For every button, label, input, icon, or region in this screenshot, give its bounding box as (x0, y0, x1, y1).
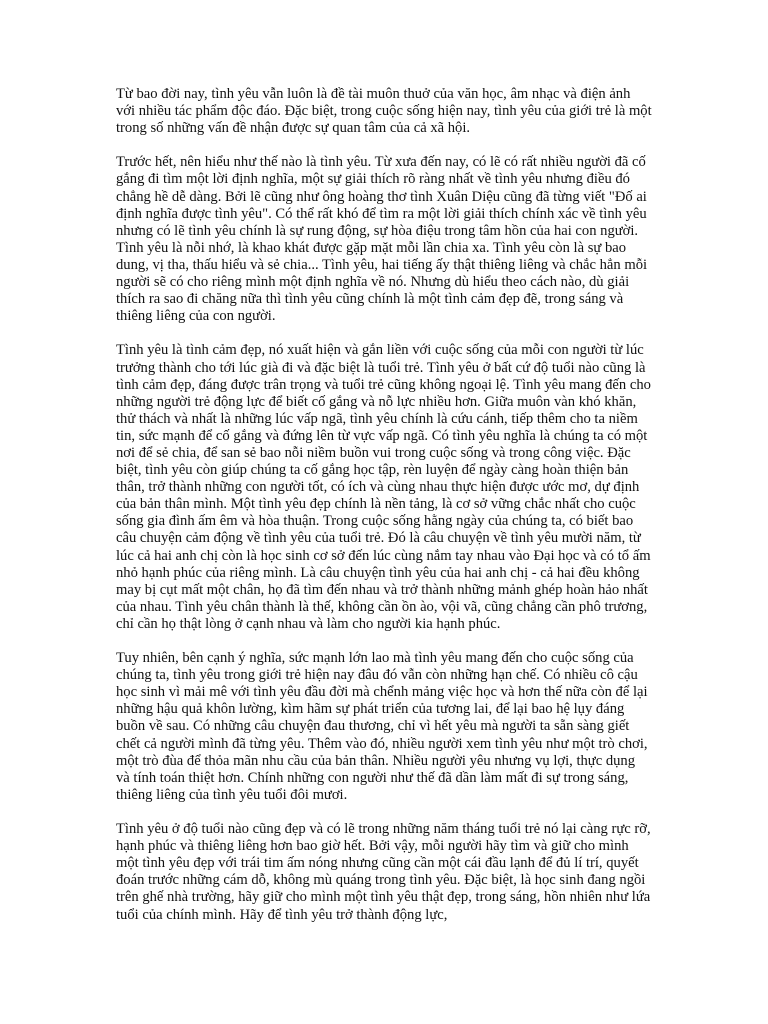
paragraph-conclusion: Tình yêu ở độ tuổi nào cũng đẹp và có lẽ trong những năm tháng tuổi trẻ nó lại càng rực rỡ, hạnh phúc và thiêng liêng hơn bao giờ hết. Bởi vậy, mỗi người hãy tìm và giữ cho mình một tình yêu đẹp với trái tim ấm nóng nhưng cũng cần một cái đầu lạnh để đủ lí trí, quyết đoán trước những cám dỗ, không mù quáng trong tình yêu. Đặc biệt, là học sinh đang ngồi trên ghế nhà trường, hãy giữ cho mình một tình yêu thật đẹp, trong sáng, hồn nhiên như lứa tuổi của chính mình. Hãy để tình yêu trở thành động lực, (116, 821, 651, 923)
paragraph-beauty-of-love: Tình yêu là tình cảm đẹp, nó xuất hiện và gắn liền với cuộc sống của mỗi con người từ lúc trưởng thành cho tới lúc già đi và đặc biệt là tuổi trẻ. Tình yêu ở bất cứ độ tuổi nào cũng là tình cảm đẹp, đáng được trân trọng và tuổi trẻ cũng không ngoại lệ. Tình yêu mang đến cho những người trẻ động lực để biết cố gắng và nỗ lực nhiều hơn. Giữa muôn vàn khó khăn, thử thách và nhất là những lúc vấp ngã, tình yêu chính là cứu cánh, tiếp thêm cho ta niềm tin, sức mạnh để cố gắng và đứng lên từ vực vấp ngã. Có tình yêu nghĩa là chúng ta có một nơi để sẻ chia, để san sẻ bao nỗi niềm buồn vui trong cuộc sống và trong công việc. Đặc biệt, tình yêu còn giúp chúng ta cố gắng học tập, rèn luyện để ngày càng hoàn thiện bản thân, trở thành những con người tốt, có ích và cùng nhau thực hiện được ước mơ, dự định của bản thân mình. Một tình yêu đẹp chính là nền tảng, là cơ sở vững chắc nhất cho cuộc sống gia đình ấm êm và hòa thuận. Trong cuộc sống hằng ngày của chúng ta, có biết bao câu chuyện cảm động về tình yêu của tuổi trẻ. Đó là câu chuyện về tình yêu mười năm, từ lúc cả hai anh chị còn là học sinh cơ sở đến lúc cùng nắm tay nhau vào Đại học và có tổ ấm nhỏ hạnh phúc của riêng mình. Là câu chuyện tình yêu của hai anh chị - cả hai đều không may bị cụt mất một chân, họ đã tìm đến nhau và trở thành những mảnh ghép hoàn hảo nhất của nhau. Tình yêu chân thành là thế, không cần ồn ào, vội vã, cũng chẳng cần phô trương, chỉ cần họ thật lòng ở cạnh nhau và làm cho người kia hạnh phúc. (116, 342, 651, 632)
document-page (116, 86, 652, 941)
paragraph-definition: Trước hết, nên hiểu như thế nào là tình yêu. Từ xưa đến nay, có lẽ có rất nhiều người đã cố gắng đi tìm một lời định nghĩa, một sự giải thích rõ ràng nhất về tình yêu nhưng điều đó chẳng hề dễ dàng. Bởi lẽ cũng như ông hoàng thơ tình Xuân Diệu cũng đã từng viết "Đố ai định nghĩa được tình yêu". Có thể rất khó để tìm ra một lời giải thích chính xác về tình yêu nhưng có lẽ tình yêu chính là sự rung động, sự hòa điệu trong tâm hồn của hai con người. Tình yêu là nỗi nhớ, là khao khát được gặp mặt mỗi lần chia xa. Tình yêu còn là sự bao dung, vị tha, thấu hiểu và sẻ chia... Tình yêu, hai tiếng ấy thật thiêng liêng và chắc hẳn mỗi người sẽ có cho riêng mình một định nghĩa về nó. Nhưng dù hiểu theo cách nào, dù giải thích ra sao đi chăng nữa thì tình yêu cũng chính là một tình cảm đẹp đẽ, trong sáng và thiêng liêng của con người. (116, 154, 648, 325)
paragraph-intro: Từ bao đời nay, tình yêu vẫn luôn là đề tài muôn thuở của văn học, âm nhạc và điện ảnh với nhiều tác phẩm độc đáo. Đặc biệt, trong cuộc sống hiện nay, tình yêu của giới trẻ là một trong số những vấn đề nhận được sự quan tâm của cả xã hội. (116, 86, 652, 137)
paragraph-limitations: Tuy nhiên, bên cạnh ý nghĩa, sức mạnh lớn lao mà tình yêu mang đến cho cuộc sống của chúng ta, tình yêu trong giới trẻ hiện nay đâu đó vẫn còn những hạn chế. Có nhiều cô cậu học sinh vì mải mê với tình yêu đầu đời mà chểnh mảng việc học và hơn thế nữa còn để lại những hậu quả khôn lường, kìm hãm sự phát triển của tương lai, để lại bao hệ lụy đáng buồn về sau. Có những câu chuyện đau thương, chỉ vì hết yêu mà người ta sẵn sàng giết chết cả người mình đã từng yêu. Thêm vào đó, nhiều người xem tình yêu như một trò chơi, một trò đùa để thỏa mãn nhu cầu của bản thân. Nhiều người yêu nhưng vụ lợi, thực dụng và tính toán thiệt hơn. Chính những con người như thế đã dần làm mất đi sự trong sáng, thiêng liêng của tình yêu tuổi đôi mươi. (116, 650, 648, 803)
